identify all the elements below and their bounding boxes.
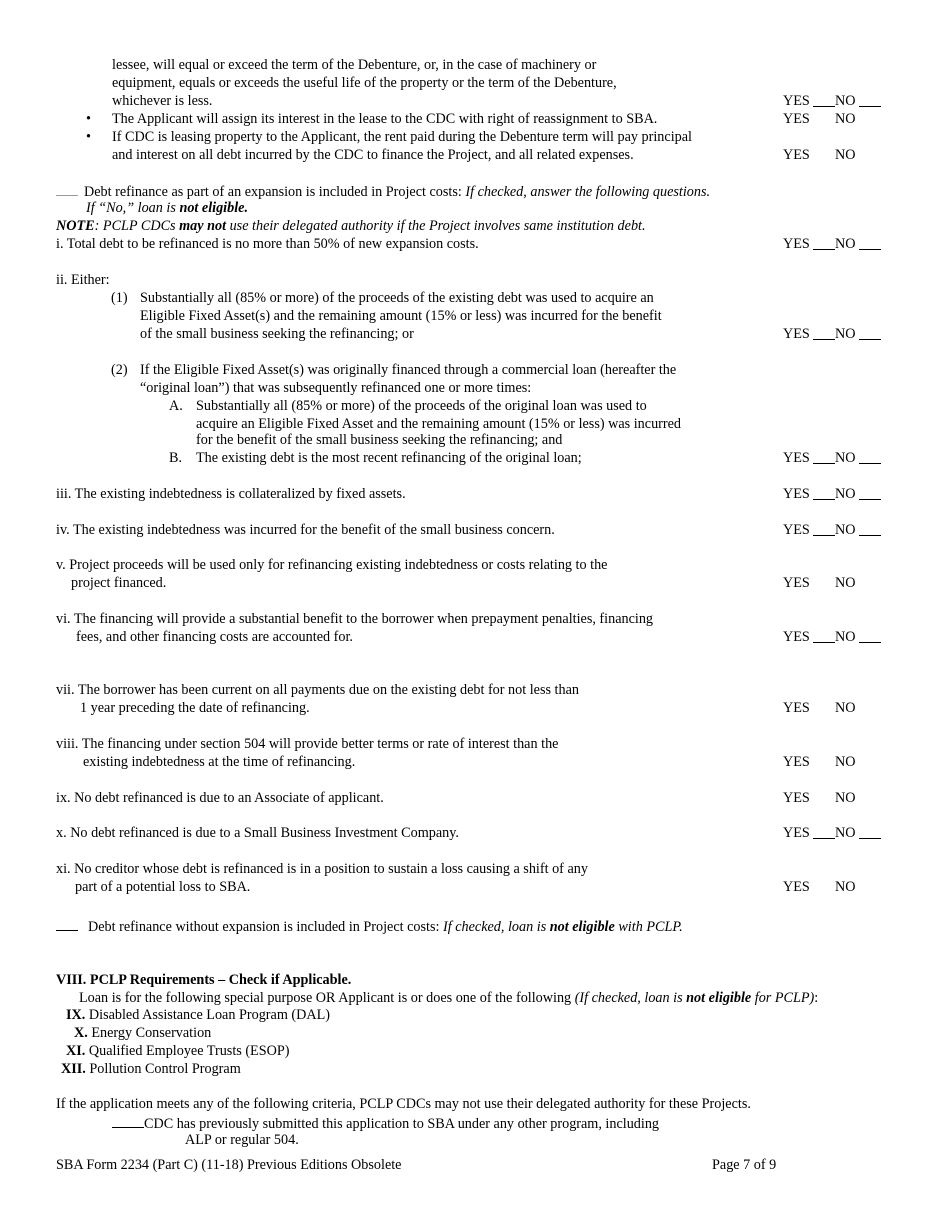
- refinance-item-v-line-2: project financed.: [71, 575, 167, 591]
- no-label: NO: [835, 790, 856, 806]
- refinance-no-expansion-checkbox[interactable]: [56, 916, 78, 931]
- lease-text-line-2: equipment, equals or exceeds the useful life of the property or the term of the Debenture,: [112, 75, 617, 91]
- pclp-criteria: If the application meets any of the following criteria, PCLP CDCs may not use their delegated authority for these Projects.: [56, 1096, 751, 1112]
- item-ii-1-line-3: of the small business seeking the refinancing; or: [140, 326, 414, 342]
- no-label: NO: [835, 879, 856, 895]
- item-b-line-1: The existing debt is the most recent refinancing of the original loan;: [196, 450, 582, 466]
- yes-blank[interactable]: [813, 92, 835, 107]
- yes-label: YES: [783, 111, 810, 127]
- refinance-item-viii-line-1: viii. The financing under section 504 will provide better terms or rate of interest than the: [56, 736, 559, 752]
- yes-blank[interactable]: [813, 574, 835, 588]
- item-ii-2-line-2: “original loan”) that was subsequently refinanced one or more times:: [140, 380, 532, 396]
- item-a-line-3: for the benefit of the small business seeking the refinancing; and: [196, 432, 563, 448]
- no-blank[interactable]: [859, 92, 881, 107]
- pclp-item-energy[interactable]: X. Energy Conservation: [74, 1025, 212, 1041]
- pclp-cdc-checkbox[interactable]: [112, 1113, 144, 1128]
- refinance-item-vii-line-1: vii. The borrower has been current on all payments due on the existing debt for not less than: [56, 682, 579, 698]
- no-blank[interactable]: [859, 449, 881, 464]
- no-blank[interactable]: [859, 146, 881, 160]
- yes-blank[interactable]: [813, 485, 835, 500]
- no-label: NO: [835, 326, 856, 342]
- yes-label: YES: [783, 790, 810, 806]
- no-label: NO: [835, 825, 856, 841]
- yes-label: YES: [783, 326, 810, 342]
- no-label: NO: [835, 111, 856, 127]
- pclp-item-pollution[interactable]: XII. Pollution Control Program: [61, 1061, 241, 1077]
- refinance-if-no: If “No,” loan is not eligible.: [86, 200, 249, 216]
- no-blank[interactable]: [859, 824, 881, 839]
- no-label: NO: [835, 93, 856, 109]
- yes-blank[interactable]: [813, 449, 835, 464]
- yes-label: YES: [783, 825, 810, 841]
- no-label: NO: [835, 700, 856, 716]
- yes-blank[interactable]: [813, 789, 835, 803]
- yes-blank[interactable]: [813, 699, 835, 713]
- refinance-item-i: i. Total debt to be refinanced is no more than 50% of new expansion costs.: [56, 236, 479, 252]
- footer-form-id: SBA Form 2234 (Part C) (11-18) Previous Editions Obsolete: [56, 1157, 402, 1173]
- yes-label: YES: [783, 486, 810, 502]
- no-blank[interactable]: [859, 628, 881, 643]
- yes-label: YES: [783, 522, 810, 538]
- pclp-cdc-line-2: ALP or regular 504.: [185, 1132, 299, 1148]
- refinance-item-xi-line-1: xi. No creditor whose debt is refinanced is in a position to sustain a loss causing a shift of any: [56, 861, 588, 877]
- no-label: NO: [835, 486, 856, 502]
- item-ii-1-line-1: Substantially all (85% or more) of the proceeds of the existing debt was used to acquire an: [140, 290, 654, 306]
- refinance-item-vii-line-2: 1 year preceding the date of refinancing.: [80, 700, 310, 716]
- item-a-line-1: Substantially all (85% or more) of the proceeds of the original loan was used to: [196, 398, 647, 414]
- no-label: NO: [835, 629, 856, 645]
- lease-bullet-cdc-line-2: and interest on all debt incurred by the CDC to finance the Project, and all related expenses.: [112, 147, 634, 163]
- refinance-note: NOTE: PCLP CDCs may not use their delegated authority if the Project involves same institution debt.: [56, 218, 646, 234]
- refinance-item-x: x. No debt refinanced is due to a Small Business Investment Company.: [56, 825, 459, 841]
- no-blank[interactable]: [859, 699, 881, 713]
- refinance-item-vi-line-2: fees, and other financing costs are accounted for.: [76, 629, 353, 645]
- no-blank[interactable]: [859, 110, 881, 124]
- yes-blank[interactable]: [813, 146, 835, 160]
- pclp-item-esop[interactable]: XI. Qualified Employee Trusts (ESOP): [66, 1043, 290, 1059]
- yes-blank[interactable]: [813, 521, 835, 536]
- pclp-intro: Loan is for the following special purpose OR Applicant is or does one of the following (If checked, loan is not eligible for PCLP):: [79, 990, 819, 1006]
- refinance-no-expansion: Debt refinance without expansion is included in Project costs: If checked, loan is not eligible with PCLP.: [56, 916, 683, 936]
- lease-text-line-1: lessee, will equal or exceed the term of the Debenture, or, in the case of machinery or: [112, 57, 597, 73]
- pclp-heading: VIII. PCLP Requirements – Check if Applicable.: [56, 972, 352, 988]
- no-blank[interactable]: [859, 878, 881, 892]
- refinance-item-ix: ix. No debt refinanced is due to an Associate of applicant.: [56, 790, 384, 806]
- no-blank[interactable]: [859, 574, 881, 588]
- refinance-item-vi-line-1: vi. The financing will provide a substantial benefit to the borrower when prepayment penalties, financing: [56, 611, 654, 627]
- yes-label: YES: [783, 236, 810, 252]
- bullet-marker: •: [86, 129, 91, 145]
- footer-page-number: Page 7 of 9: [712, 1157, 777, 1173]
- yes-label: YES: [783, 450, 810, 466]
- refinance-item-iv: iv. The existing indebtedness was incurred for the benefit of the small business concern.: [56, 522, 555, 538]
- yes-blank[interactable]: [813, 753, 835, 767]
- refinance-expansion-header: Debt refinance as part of an expansion is included in Project costs: If checked, answer the following questions.: [56, 181, 710, 201]
- item-ii-1-line-2: Eligible Fixed Asset(s) and the remaining amount (15% or less) was incurred for the benefit: [140, 308, 662, 324]
- yes-blank[interactable]: [813, 235, 835, 250]
- refinance-item-viii-line-2: existing indebtedness at the time of refinancing.: [83, 754, 356, 770]
- no-label: NO: [835, 754, 856, 770]
- lease-bullet-cdc-line-1: If CDC is leasing property to the Applicant, the rent paid during the Debenture term will pay principal: [112, 129, 692, 145]
- yes-label: YES: [783, 879, 810, 895]
- item-b-label: B.: [169, 450, 183, 466]
- refinance-item-xi-line-2: part of a potential loss to SBA.: [75, 879, 251, 895]
- refinance-item-ii: ii. Either:: [56, 272, 110, 288]
- item-ii-2-number: (2): [111, 362, 128, 378]
- item-ii-2-line-1: If the Eligible Fixed Asset(s) was originally financed through a commercial loan (hereafter the: [140, 362, 677, 378]
- yes-label: YES: [783, 700, 810, 716]
- lease-text-line-3: whichever is less.: [112, 93, 213, 109]
- refinance-item-iii: iii. The existing indebtedness is collateralized by fixed assets.: [56, 486, 406, 502]
- bullet-marker: •: [86, 111, 91, 127]
- no-blank[interactable]: [859, 521, 881, 536]
- yes-label: YES: [783, 575, 810, 591]
- no-label: NO: [835, 522, 856, 538]
- yes-blank[interactable]: [813, 824, 835, 839]
- item-a-line-2: acquire an Eligible Fixed Asset and the remaining amount (15% or less) was incurred: [196, 416, 681, 432]
- yes-label: YES: [783, 147, 810, 163]
- yes-label: YES: [783, 754, 810, 770]
- no-label: NO: [835, 575, 856, 591]
- refinance-expansion-checkbox[interactable]: [56, 181, 78, 196]
- yes-blank[interactable]: [813, 325, 835, 340]
- yes-label: YES: [783, 629, 810, 645]
- refinance-item-v-line-1: v. Project proceeds will be used only for refinancing existing indebtedness or costs relating to the: [56, 557, 608, 573]
- no-blank[interactable]: [859, 325, 881, 340]
- item-a-label: A.: [169, 398, 183, 414]
- no-blank[interactable]: [859, 789, 881, 803]
- yes-blank[interactable]: [813, 110, 835, 124]
- yes-blank[interactable]: [813, 878, 835, 892]
- item-ii-1-number: (1): [111, 290, 128, 306]
- pclp-cdc-line-1: CDC has previously submitted this application to SBA under any other program, including: [112, 1113, 659, 1133]
- no-blank[interactable]: [859, 753, 881, 767]
- no-label: NO: [835, 147, 856, 163]
- lease-bullet-assign: The Applicant will assign its interest in the lease to the CDC with right of reassignment to SBA.: [112, 111, 658, 127]
- yes-blank[interactable]: [813, 628, 835, 643]
- no-label: NO: [835, 236, 856, 252]
- no-blank[interactable]: [859, 485, 881, 500]
- no-blank[interactable]: [859, 235, 881, 250]
- no-label: NO: [835, 450, 856, 466]
- yes-label: YES: [783, 93, 810, 109]
- pclp-item-dal[interactable]: IX. Disabled Assistance Loan Program (DAL): [66, 1007, 331, 1023]
